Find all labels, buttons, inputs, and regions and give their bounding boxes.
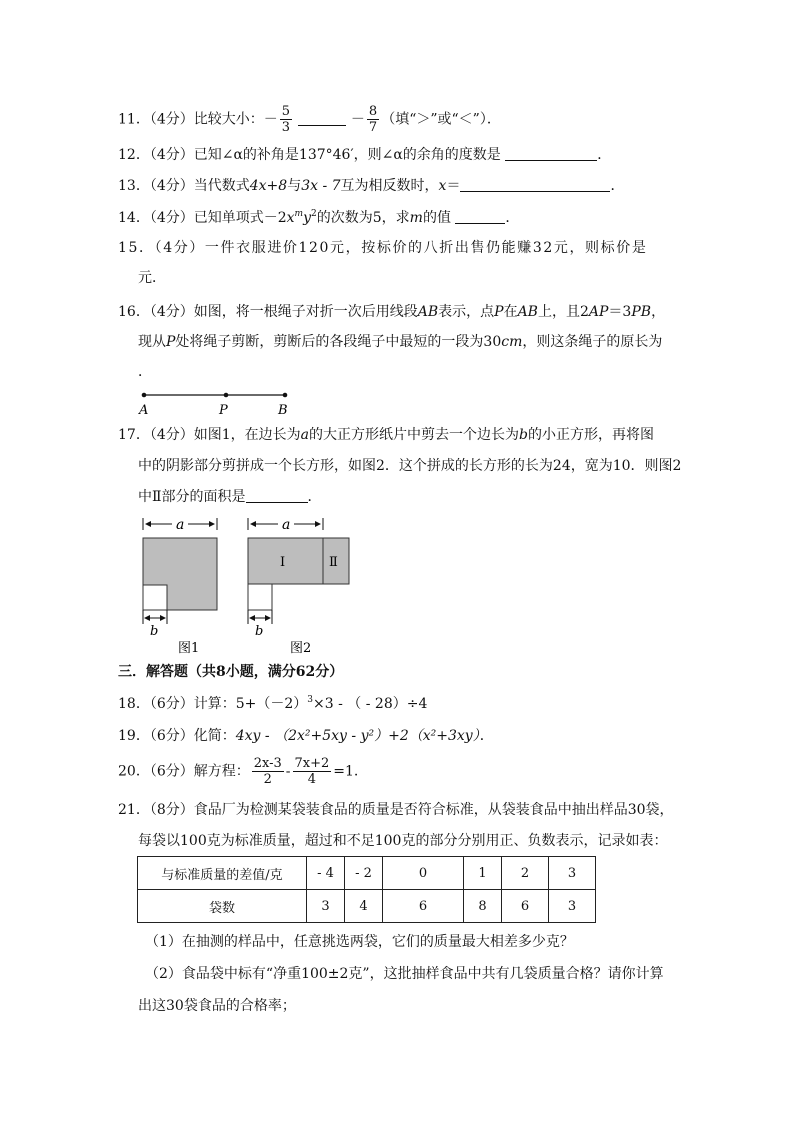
fig2-label-ii: Ⅱ bbox=[329, 555, 338, 570]
answer-blank[interactable] bbox=[460, 177, 610, 192]
question-16-line1: 16．（4分）如图，将一根绳子对折一次后用线段AB表示，点P在AB上，且2AP＝3PB， bbox=[118, 304, 666, 320]
question-17-line2: 中的阴影部分剪拼成一个长方形，如图2．这个拼成的长方形的长为24，宽为10．则图2 bbox=[138, 458, 682, 474]
question-16-line3: ． bbox=[138, 364, 152, 380]
question-21-line2: 每袋以100克为标准质量，超过和不足100克的部分分别用正、负数表示，记录如表： bbox=[138, 833, 668, 849]
fig2-caption: 图2 bbox=[290, 641, 312, 656]
table-cell: 4 bbox=[345, 890, 383, 923]
question-14: 14．（4分）已知单项式$-2x^my^2$的次数为5，求m的值 ． bbox=[118, 209, 520, 226]
fig1-label-a: a bbox=[176, 517, 185, 533]
figure-2 bbox=[248, 517, 349, 656]
fraction-5-3: $\frac{5}{3}$ bbox=[281, 104, 291, 135]
question-15-line2: 元． bbox=[138, 270, 166, 286]
question-15-line1: 15．（4分）一件衣服进价120元，按标价的八折出售仍能赚32元，则标价是 bbox=[118, 240, 648, 256]
question-21-sub2-line2: 出这30袋食品的合格率； bbox=[138, 998, 296, 1014]
fig2-part-i bbox=[248, 538, 323, 584]
question-12: 12．（4分）已知∠α的补角是137°46′，则∠α的余角的度数是 ． bbox=[118, 147, 612, 163]
table-header-cell: 袋数 bbox=[138, 890, 307, 923]
fig2-label-a: a bbox=[282, 517, 291, 533]
weight-table bbox=[137, 856, 596, 923]
fig2-label-b: b bbox=[255, 624, 264, 639]
question-21-line1: 21．（8分）食品厂为检测某袋装食品的质量是否符合标准，从袋装食品中抽出样品30袋， bbox=[118, 802, 674, 818]
question-19: 19．（6分）化简：4xy - （2x²+5xy - y²）+2（x²+3xy）． bbox=[118, 728, 494, 744]
fig1-small-square bbox=[143, 585, 167, 610]
figure-1 bbox=[143, 517, 217, 656]
label-p: P bbox=[219, 403, 228, 418]
table-cell: 3 bbox=[549, 857, 596, 890]
point-b bbox=[283, 393, 288, 398]
fraction-8-7: $\frac{8}{7}$ bbox=[368, 104, 378, 135]
table-cell: - 4 bbox=[307, 857, 345, 890]
answer-blank[interactable] bbox=[505, 146, 597, 161]
figures-q17 bbox=[138, 512, 358, 660]
fig2-small-square bbox=[248, 584, 272, 610]
question-18: 18．（6分）计算：$5+(-2)^3\times 3$ - （ - 28）÷4 bbox=[118, 695, 428, 712]
answer-blank[interactable] bbox=[298, 111, 346, 126]
segment-diagram bbox=[130, 386, 310, 420]
label-a: A bbox=[139, 403, 149, 418]
table-cell: 3 bbox=[307, 890, 345, 923]
question-16-line2: 现从P处将绳子剪断，剪断后的各段绳子中最短的一段为30cm，则这条绳子的原长为 bbox=[138, 334, 663, 350]
table-row bbox=[138, 857, 596, 890]
table-cell: 3 bbox=[549, 890, 596, 923]
fig2-label-i: Ⅰ bbox=[280, 555, 286, 570]
answer-blank[interactable] bbox=[455, 209, 505, 224]
table-cell: 0 bbox=[383, 857, 464, 890]
fig1-label-b: b bbox=[150, 624, 159, 639]
fraction-right: $\frac{7x+2}{4}$ bbox=[294, 756, 330, 787]
section-3-heading: 三．解答题（共8小题，满分62分） bbox=[118, 664, 344, 680]
question-21-sub1: （1）在抽测的样品中，任意挑选两袋，它们的质量最大相差多少克？ bbox=[145, 934, 574, 950]
question-13: 13．（4分）当代数式4x+8与3x - 7互为相反数时，x＝ ． bbox=[118, 178, 625, 194]
table-cell: 1 bbox=[464, 857, 502, 890]
table-header-cell: 与标准质量的差值/克 bbox=[138, 857, 307, 890]
label-b: B bbox=[278, 403, 288, 418]
table-cell: - 2 bbox=[345, 857, 383, 890]
table-cell: 8 bbox=[464, 890, 502, 923]
question-17-line1: 17．（4分）如图1，在边长为a的大正方形纸片中剪去一个边长为b的小正方形，再将图 bbox=[118, 427, 654, 443]
question-21-sub2-line1: （2）食品袋中标有“净重100±2克”，这批抽样食品中共有几袋质量合格？请你计算 bbox=[145, 966, 664, 982]
table-cell: 6 bbox=[502, 890, 549, 923]
point-p bbox=[224, 393, 229, 398]
fraction-left: $\frac{2x-3}{2}$ bbox=[253, 756, 282, 787]
table-cell: 6 bbox=[383, 890, 464, 923]
question-17-line3: 中Ⅱ部分的面积是 ． bbox=[138, 489, 322, 505]
question-11: 11．（4分）比较大小：－ $\frac{5}{3}$ － $\frac{8}{7}$ （填“＞”或“＜”）． bbox=[118, 104, 501, 135]
point-a bbox=[142, 393, 147, 398]
fig1-caption: 图1 bbox=[178, 641, 200, 656]
answer-blank[interactable] bbox=[246, 488, 308, 503]
table-cell: 2 bbox=[502, 857, 549, 890]
table-row bbox=[138, 890, 596, 923]
question-20: 20．（6分）解方程： $\frac{2x-3}{2}$ - $\frac{7x+2}{4}$ =1. bbox=[118, 756, 359, 787]
